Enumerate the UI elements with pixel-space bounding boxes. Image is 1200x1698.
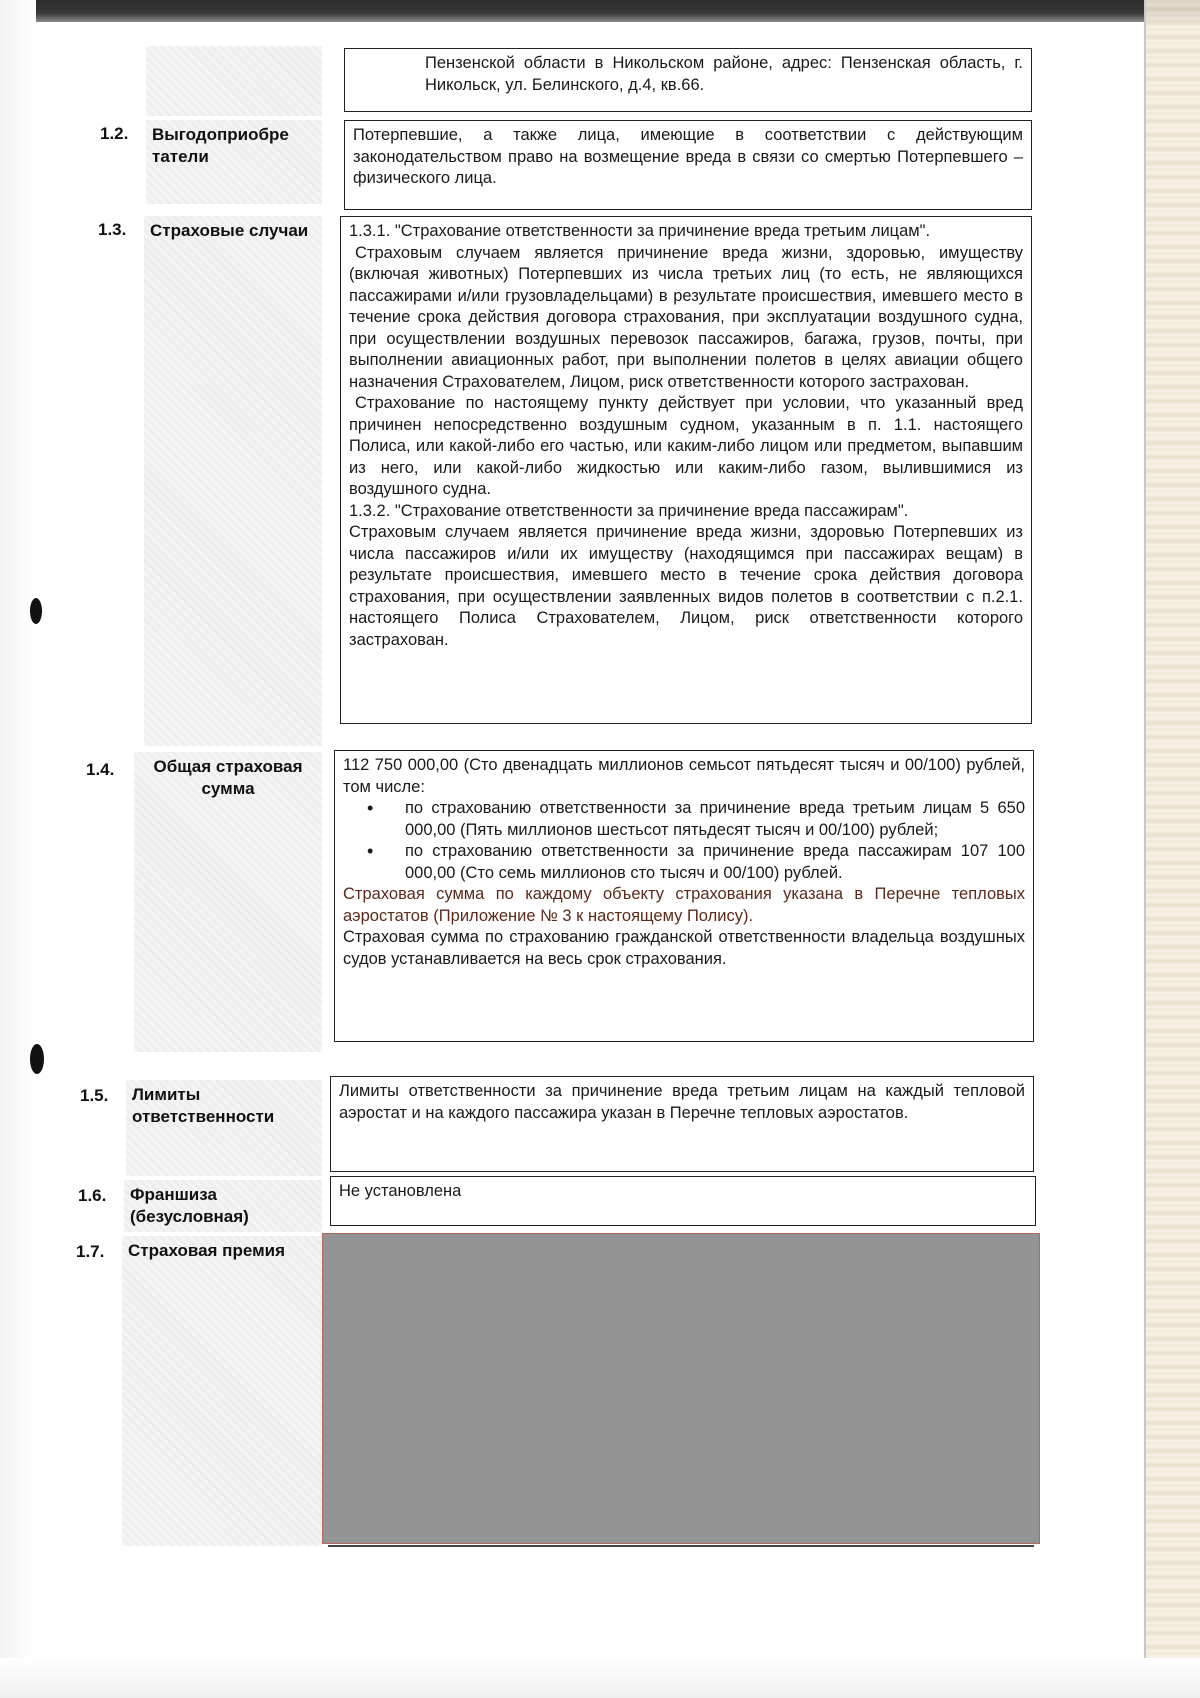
row-label-beneficiaries: Выгодоприобре татели — [146, 120, 322, 204]
table-bottom-line — [328, 1545, 1034, 1547]
premium-redacted-block — [322, 1233, 1040, 1544]
row-label-deductible: Франшиза (безусловная) — [124, 1180, 322, 1232]
row-label-total-sum: Общая страховая сумма — [134, 752, 322, 1052]
sum-passengers: • по страхованию ответственности за причинение вреда пассажирам 107 100 000,00 (Сто семь миллионов сто тысяч и 00/100) рублей. — [405, 841, 1025, 884]
limits-cell — [330, 1076, 1034, 1172]
row-label-premium: Страховая премия — [122, 1236, 322, 1546]
scan-right-line — [1144, 0, 1146, 1698]
limits-text: Лимиты ответственности за причинение вреда третьим лицам на каждый тепловой аэростат и на каждого пассажира указан в Перечне тепловых аэростатов. — [339, 1082, 1025, 1122]
total-sum-intro: 112 750 000,00 (Сто двенадцать миллионов семьсот пятьдесят тысяч и 00/100) рублей, том числе: — [343, 756, 1025, 796]
scan-bottom-edge — [0, 1658, 1200, 1698]
address-cell — [344, 48, 1032, 112]
beneficiaries-cell — [344, 120, 1032, 210]
scan-top-edge — [0, 0, 1200, 22]
clause-1-3-1-title: 1.3.1. "Страхование ответственности за причинение вреда третьим лицам". — [349, 222, 931, 240]
clause-1-3-1-condition: Страхование по настоящему пункту действует при условии, что указанный вред причинен непосредственно воздушным судном, указанным в п. 1.1. настоящего Полиса, или какой-либо его частью, или каким-либо лицом или предметом, выпавшим из него, или какой-либо жидкостью или каким-либо газом, вылившимися из воздушного судна. — [349, 394, 1023, 498]
scan-right-edge — [1146, 0, 1200, 1698]
row-number: 1.7. — [76, 1242, 105, 1261]
deductible-cell — [330, 1176, 1036, 1226]
punch-hole — [30, 598, 42, 624]
row-label-empty — [146, 46, 322, 116]
sum-term-note: Страховая сумма по страхованию гражданской ответственности владельца воздушных судов устанавливается на весь срок страхования. — [343, 928, 1025, 968]
row-number: 1.4. — [86, 760, 115, 779]
row-number: 1.2. — [100, 124, 129, 143]
beneficiaries-text: Потерпевшие, а также лица, имеющие в соответствии с действующим законодательством право на возмещение вреда в связи со смертью Потерпевшего – физического лица. — [353, 126, 1023, 187]
insured-events-cell — [340, 216, 1032, 724]
row-number: 1.5. — [80, 1086, 109, 1105]
row-label-insured-events: Страховые случаи — [144, 216, 322, 746]
row-number: 1.3. — [98, 220, 127, 239]
sum-per-object-note: Страховая сумма по каждому объекту страхования указана в Перечне тепловых аэростатов (Приложение № 3 к настоящему Полису). — [343, 885, 1025, 925]
scan-left-edge — [0, 0, 36, 1698]
address-text: Пензенской области в Никольском районе, адрес: Пензенская область, г. Никольск, ул. Белинского, д.4, кв.66. — [425, 54, 1023, 94]
total-sum-cell — [334, 750, 1034, 1042]
deductible-text: Не установлена — [339, 1182, 462, 1200]
row-label-limits: Лимиты ответственности — [126, 1080, 322, 1176]
sum-third-parties: • по страхованию ответственности за причинение вреда третьим лицам 5 650 000,00 (Пять миллионов шестьсот пятьдесят тысяч и 00/100) рублей; — [405, 798, 1025, 841]
total-sum-breakdown — [343, 798, 1025, 884]
clause-1-3-1-body: Страховым случаем является причинение вреда жизни, здоровью, имуществу (включая животных) Потерпевших из числа третьих лиц (то есть, не являющихся пассажирами и/или грузовладельцами) в результате происшествия, имевшего место в течение срока действия договора страхования, при эксплуатации воздушного судна, при осуществлении воздушных перевозок пассажиров, багажа, грузов, почты, при выполнении авиационных работ, при выполнении полетов в целях авиации общего назначения Страхователем, Лицом, риск ответственности которого застрахован. — [349, 243, 1023, 391]
row-number: 1.6. — [78, 1186, 107, 1205]
clause-1-3-2-title: 1.3.2. "Страхование ответственности за причинение вреда пассажирам". — [349, 501, 909, 520]
punch-hole — [30, 1044, 44, 1074]
clause-1-3-2-body: Страховым случаем является причинение вреда жизни, здоровью Потерпевших из числа пассажиров и/или их имуществу (находящимся при пассажирах вещам) в результате происшествия, имевшего место в течение срока действия договора страхования, при осуществлении заявленных видов полетов в соответствии с п.2.1. настоящего Полиса Страхователем, Лицом, риск ответственности которого застрахован. — [349, 523, 1023, 649]
